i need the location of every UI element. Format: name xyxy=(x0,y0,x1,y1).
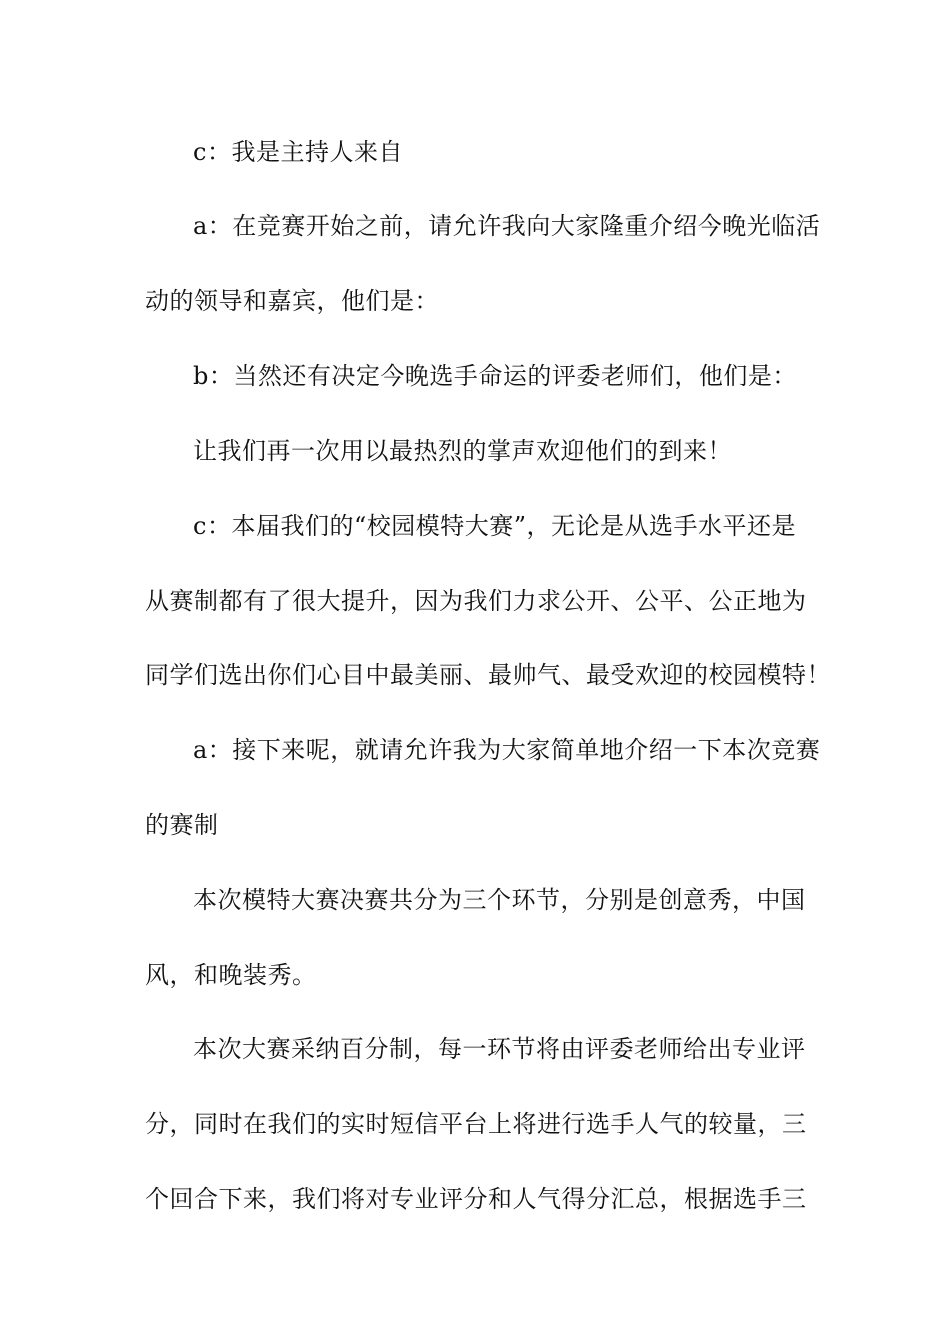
paragraph-line: 个回合下来，我们将对专业评分和人气得分汇总，根据选手三 xyxy=(145,1185,807,1213)
paragraph-line: 同学们选出你们心目中最美丽、最帅气、最受欢迎的校园模特！ xyxy=(145,661,831,689)
paragraph-line: 风，和晚装秀。 xyxy=(145,961,317,989)
paragraph-line: a：在竞赛开始之前，请允许我向大家隆重介绍今晚光临活 xyxy=(193,212,821,240)
paragraph-line: c：我是主持人来自 xyxy=(193,138,403,166)
paragraph-line: a：接下来呢，就请允许我为大家简单地介绍一下本次竞赛 xyxy=(193,736,821,764)
paragraph-line: 从赛制都有了很大提升，因为我们力求公开、公平、公正地为 xyxy=(145,587,807,615)
paragraph-line: 本次大赛采纳百分制，每一环节将由评委老师给出专业评 xyxy=(193,1035,806,1063)
paragraph-line: 的赛制 xyxy=(145,811,219,839)
paragraph-line: 本次模特大赛决赛共分为三个环节，分别是创意秀，中国 xyxy=(193,886,806,914)
paragraph-line: 分，同时在我们的实时短信平台上将进行选手人气的较量，三 xyxy=(145,1110,807,1138)
paragraph-line: c：本届我们的“校园模特大赛”，无论是从选手水平还是 xyxy=(193,512,796,540)
paragraph-line: 动的领导和嘉宾，他们是： xyxy=(145,287,439,315)
paragraph-line: 让我们再一次用以最热烈的掌声欢迎他们的到来！ xyxy=(193,437,732,465)
paragraph-line: b：当然还有决定今晚选手命运的评委老师们，他们是： xyxy=(193,362,797,390)
